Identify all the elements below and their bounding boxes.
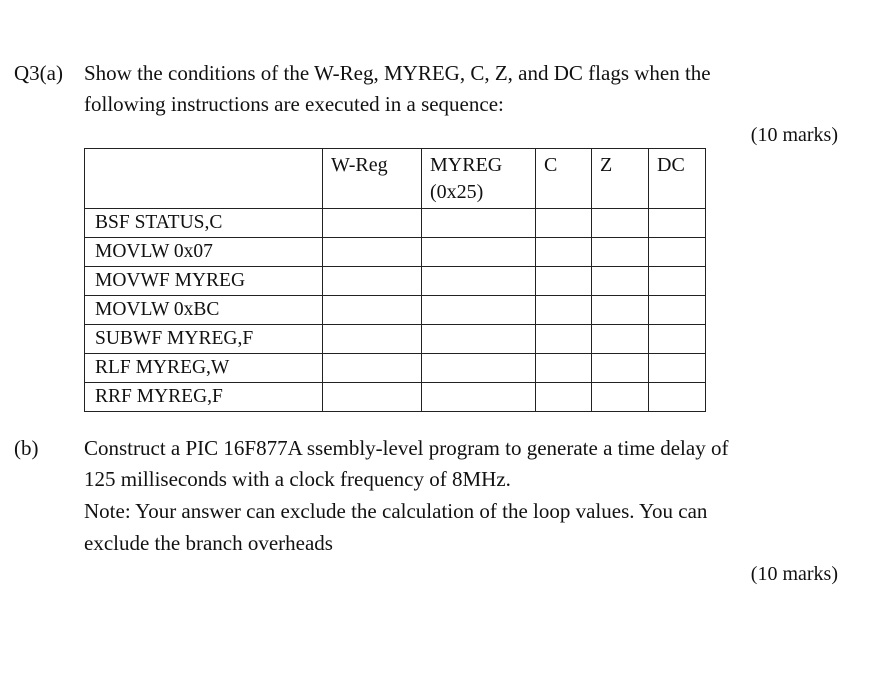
question-3a-line-1: Show the conditions of the W-Reg, MYREG, C, Z, and DC flags when the [84, 61, 711, 85]
c-cell[interactable] [536, 238, 592, 267]
instruction-cell: RRF MYREG,F [85, 383, 323, 412]
question-3b-note-line-2: exclude the branch overheads [84, 531, 333, 555]
instruction-cell: SUBWF MYREG,F [85, 325, 323, 354]
table-row [85, 238, 706, 267]
z-cell[interactable] [592, 296, 649, 325]
question-3b-note-line-1: Note: Your answer can exclude the calculation of the loop values. You can [84, 499, 708, 523]
myreg-cell[interactable] [422, 209, 536, 238]
c-cell[interactable] [536, 354, 592, 383]
myreg-cell[interactable] [422, 267, 536, 296]
dc-cell[interactable] [649, 267, 706, 296]
z-cell[interactable] [592, 325, 649, 354]
table-row [85, 209, 706, 238]
question-3a-line-2: following instructions are executed in a sequence: [84, 92, 504, 116]
header-instruction [85, 149, 323, 209]
table-row [85, 296, 706, 325]
table-row [85, 383, 706, 412]
c-cell[interactable] [536, 296, 592, 325]
question-3b-label: (b) [14, 436, 39, 460]
z-cell[interactable] [592, 383, 649, 412]
header-w-reg: W-Reg [323, 149, 422, 209]
dc-cell[interactable] [649, 354, 706, 383]
z-cell[interactable] [592, 267, 649, 296]
table-header-row [85, 149, 706, 209]
c-cell[interactable] [536, 325, 592, 354]
instruction-cell: BSF STATUS,C [85, 209, 323, 238]
dc-cell[interactable] [649, 325, 706, 354]
header-z-flag: Z [592, 149, 649, 209]
w-reg-cell[interactable] [323, 354, 422, 383]
c-cell[interactable] [536, 267, 592, 296]
instruction-cell: MOVLW 0xBC [85, 296, 323, 325]
table-row [85, 354, 706, 383]
header-dc-flag: DC [649, 149, 706, 209]
instruction-table [84, 148, 706, 412]
question-3b-line-1: Construct a PIC 16F877A ssembly-level program to generate a time delay of [84, 436, 729, 460]
question-3a-marks: (10 marks) [750, 124, 838, 146]
instruction-cell: MOVWF MYREG [85, 267, 323, 296]
question-3b-line-2: 125 milliseconds with a clock frequency of 8MHz. [84, 467, 511, 491]
myreg-cell[interactable] [422, 296, 536, 325]
w-reg-cell[interactable] [323, 238, 422, 267]
header-c-flag: C [536, 149, 592, 209]
myreg-cell[interactable] [422, 325, 536, 354]
myreg-cell[interactable] [422, 238, 536, 267]
header-myreg-address: (0x25) [430, 181, 484, 203]
header-myreg-name: MYREG [430, 154, 503, 176]
dc-cell[interactable] [649, 238, 706, 267]
z-cell[interactable] [592, 354, 649, 383]
w-reg-cell[interactable] [323, 267, 422, 296]
z-cell[interactable] [592, 209, 649, 238]
w-reg-cell[interactable] [323, 325, 422, 354]
myreg-cell[interactable] [422, 383, 536, 412]
instruction-cell: MOVLW 0x07 [85, 238, 323, 267]
w-reg-cell[interactable] [323, 209, 422, 238]
question-3b-marks: (10 marks) [750, 563, 838, 585]
table-row [85, 267, 706, 296]
myreg-cell[interactable] [422, 354, 536, 383]
instruction-cell: RLF MYREG,W [85, 354, 323, 383]
dc-cell[interactable] [649, 383, 706, 412]
w-reg-cell[interactable] [323, 383, 422, 412]
dc-cell[interactable] [649, 296, 706, 325]
header-myreg [422, 149, 536, 209]
w-reg-cell[interactable] [323, 296, 422, 325]
table-row [85, 325, 706, 354]
c-cell[interactable] [536, 383, 592, 412]
dc-cell[interactable] [649, 209, 706, 238]
z-cell[interactable] [592, 238, 649, 267]
c-cell[interactable] [536, 209, 592, 238]
question-3a-label: Q3(a) [14, 61, 63, 85]
